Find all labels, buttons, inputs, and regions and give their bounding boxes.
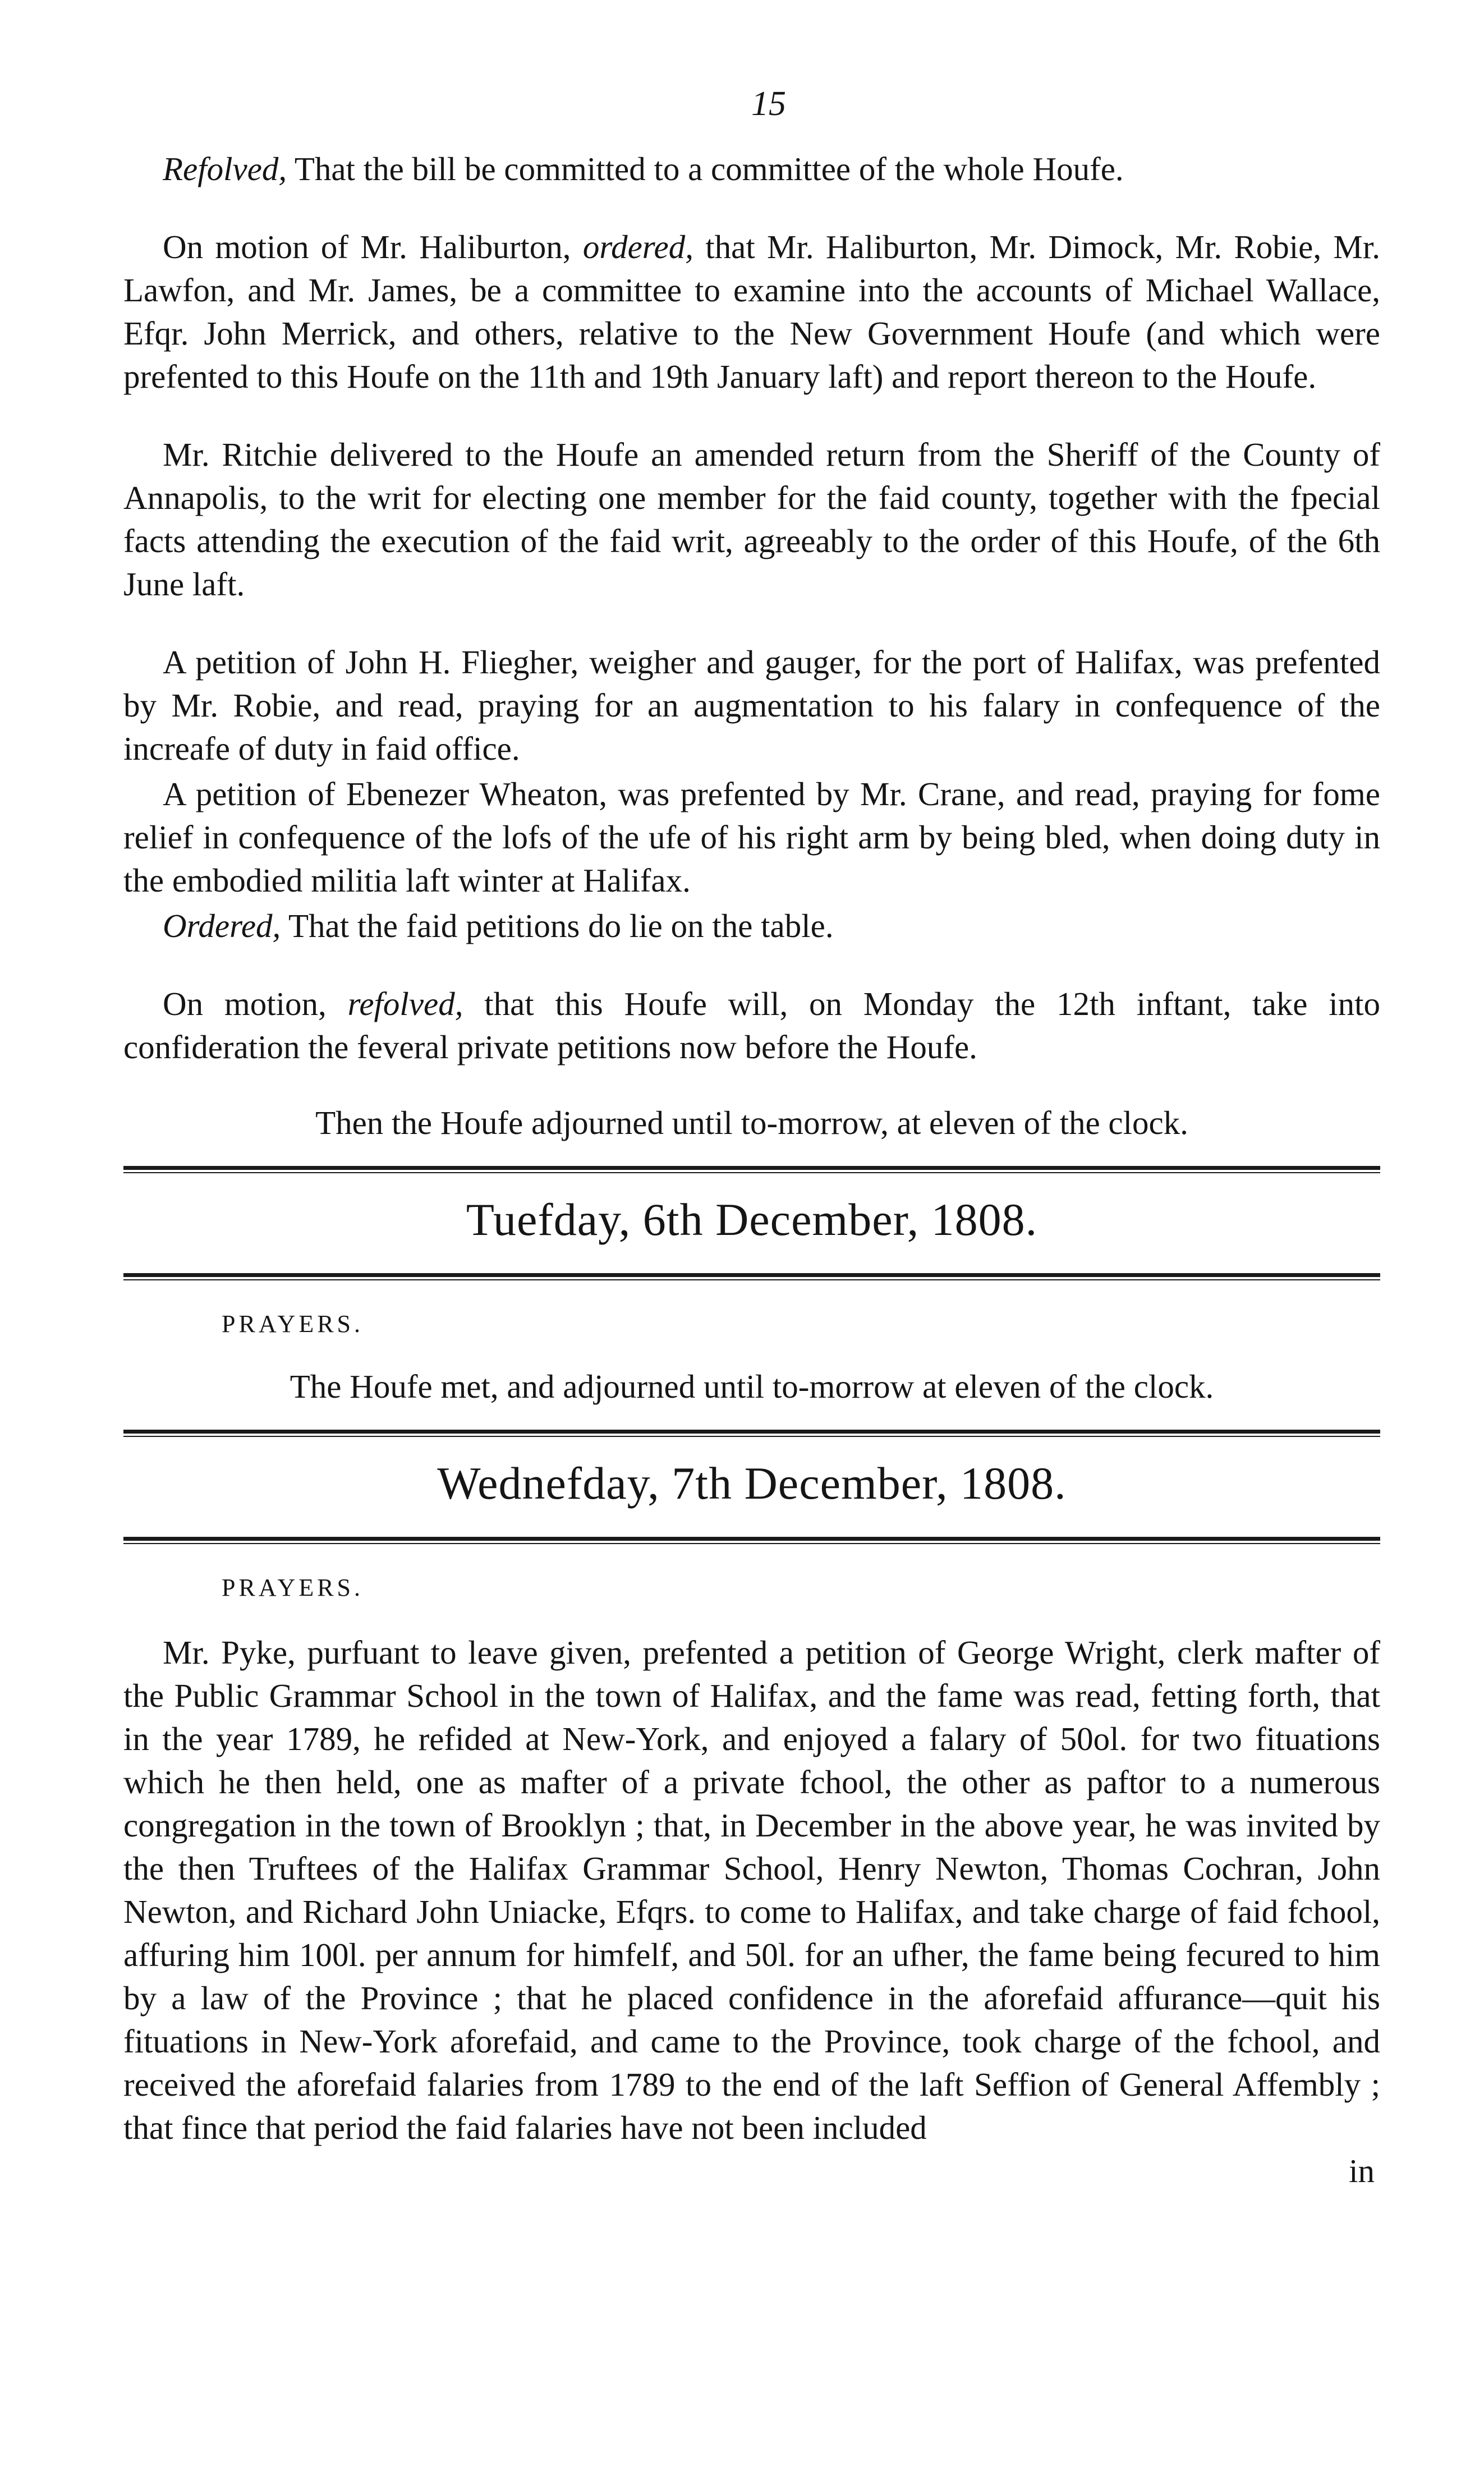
motion2-rest: that this Houfe will, on Monday the 12th inftant, take into confideration the feveral private petitions now before the Houfe. (123, 985, 1380, 1066)
tuesday-adjournment-line: The Houfe met, and adjourned until to-morrow at eleven of the clock. (290, 1368, 1214, 1405)
journal-page (123, 84, 1380, 2193)
date-heading-wednesday: Wednefday, 7th December, 1808. (437, 1458, 1067, 1509)
date-heading-tuesday: Tuefday, 6th December, 1808. (466, 1194, 1038, 1245)
ordered-lead: Ordered, (163, 907, 281, 944)
ordered-text: That the faid petitions do lie on the table. (281, 907, 834, 944)
prayers-label: PRAYERS. (222, 1310, 364, 1338)
motion-rest: that Mr. Haliburton, Mr. Dimock, Mr. Robie, Mr. Lawfon, and Mr. James, be a committee to examine into the accounts of Michael Wallace, Efqr. John Merrick, and others, relative to the New Government Houfe (and which were prefented to this Houfe on the 11th and 19th January laft) and report thereon to the Houfe. (123, 228, 1380, 395)
section-divider (123, 1166, 1380, 1173)
page-number: 15 (751, 85, 786, 123)
ordered-word: ordered, (582, 228, 693, 265)
section-divider (123, 1273, 1380, 1280)
committee-motion-paragraph (123, 226, 1380, 398)
section-divider (123, 1430, 1380, 1437)
private-petitions-paragraph (123, 982, 1380, 1069)
motion-text: On motion of Mr. Haliburton, (163, 228, 583, 265)
adjournment-line: Then the Houfe adjourned until to-morrow, at eleven of the clock. (315, 1104, 1188, 1141)
fliegher-petition-paragraph: A petition of John H. Fliegher, weigher and gauger, for the port of Halifax, was prefented by Mr. Robie, and read, praying for an augmentation to his falary in confequence of the increafe of duty in faid office. (123, 644, 1380, 767)
resolution-paragraph (123, 148, 1380, 191)
wright-petition-paragraph: Mr. Pyke, purfuant to leave given, prefented a petition of George Wright, clerk mafter of the Public Grammar School in the town of Halifax, and the fame was read, fetting forth, that in the year 1789, he refided at New-York, and enjoyed a falary of 50ol. for two fituations which he then held, one as mafter of a private fchool, the other as paftor to a numerous congregation in the town of Brooklyn ; that, in December in the above year, he was invited by the then Truftees of the Halifax Grammar School, Henry Newton, Thomas Cochran, John Newton, and Richard John Uniacke, Efqrs. to come to Halifax, and take charge of faid fchool, affuring him 100l. per annum for himfelf, and 50l. for an ufher, the fame being fecured to him by a law of the Province ; that he placed confidence in the aforefaid affurance—quit his fituations in New-York aforefaid, and came to the Province, took charge of the fchool, and received the aforefaid falaries from 1789 to the end of the laft Seffion of General Affembly ; that fince that period the faid falaries have not been included (123, 1634, 1380, 2146)
catchword: in (1349, 2152, 1375, 2189)
prayers-label: PRAYERS. (222, 1574, 364, 1601)
resolved-lead: Refolved, (163, 150, 287, 187)
resolution-text: That the bill be committed to a committee of the whole Houfe. (287, 150, 1124, 187)
wheaton-petition-paragraph: A petition of Ebenezer Wheaton, was prefented by Mr. Crane, and read, praying for fome relief in confequence of the lofs of the ufe of his right arm by being bled, when doing duty in the embodied militia laft winter at Halifax. (123, 775, 1380, 899)
sheriff-return-paragraph: Mr. Ritchie delivered to the Houfe an amended return from the Sheriff of the County of Annapolis, to the writ for electing one member for the faid county, together with the fpecial facts attending the execution of the faid writ, agreeably to the order of this Houfe, of the 6th June laft. (123, 436, 1380, 603)
motion2-text: On motion, (163, 985, 348, 1022)
resolved-word: refolved, (347, 985, 463, 1022)
section-divider (123, 1537, 1380, 1544)
ordered-paragraph (123, 904, 1380, 948)
